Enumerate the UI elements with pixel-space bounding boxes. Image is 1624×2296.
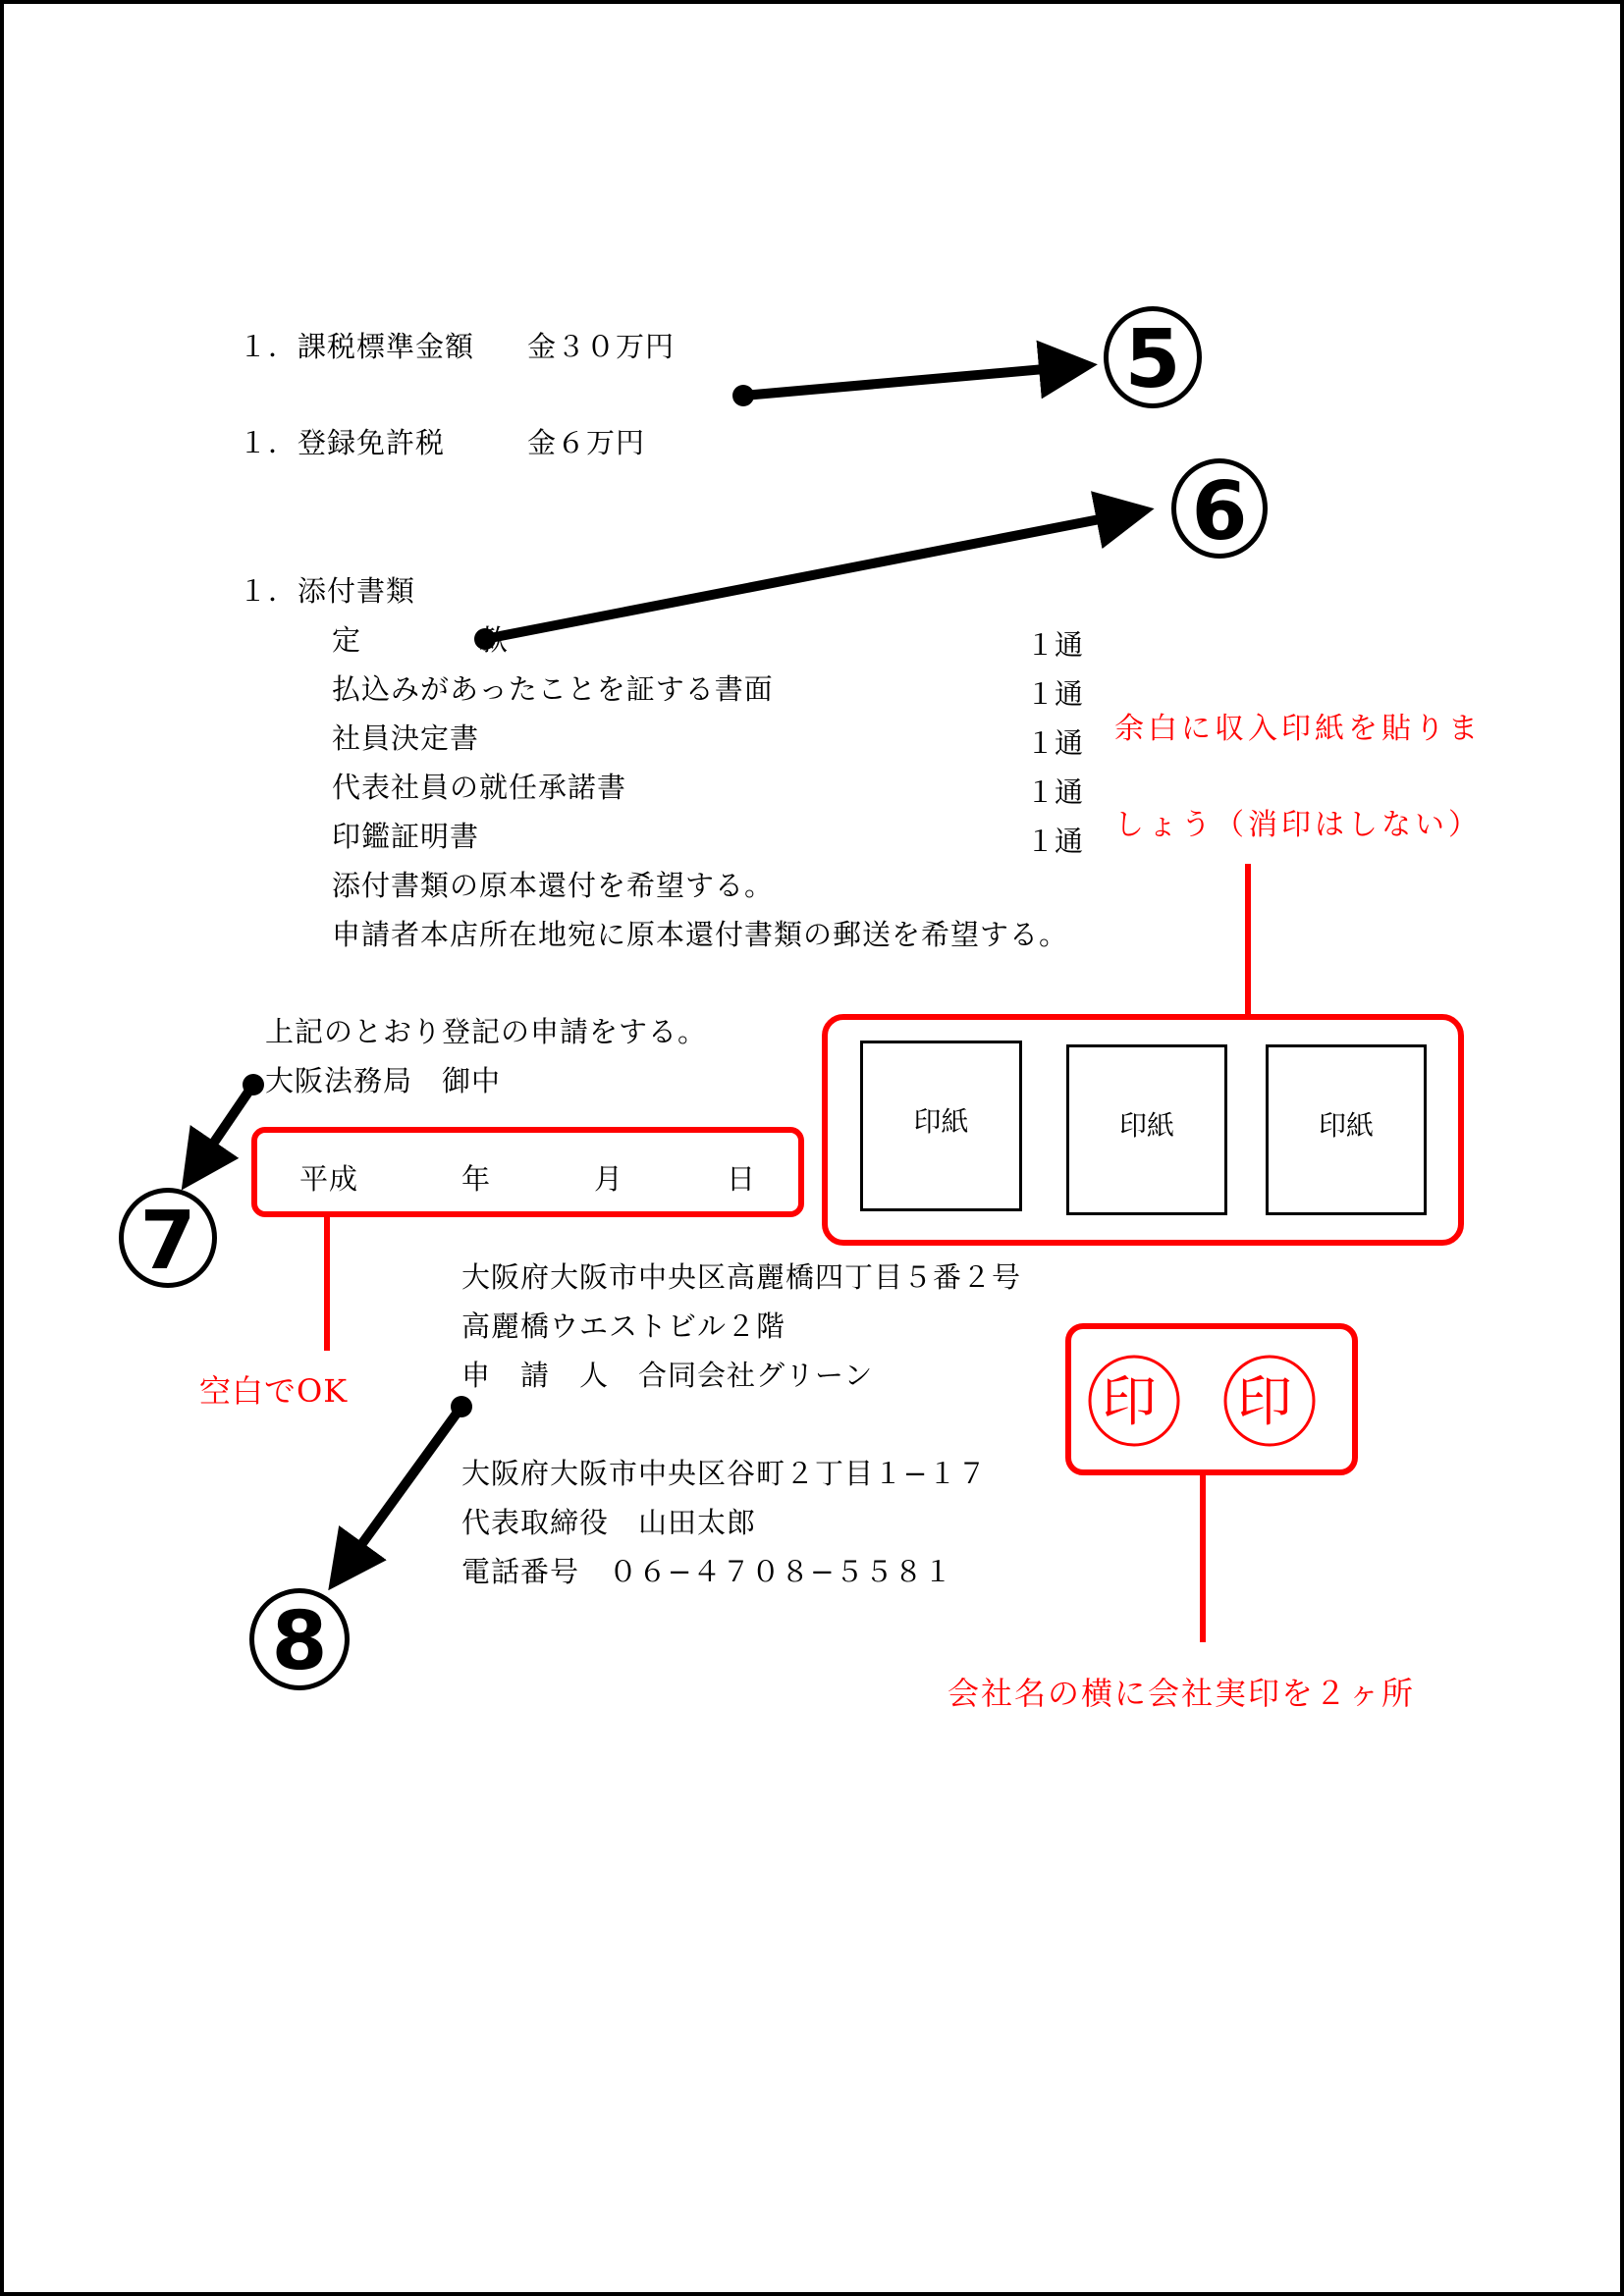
return-originals-note: 添付書類の原本還付を希望する。	[332, 869, 775, 902]
tax-base-value: 金３０万円	[527, 330, 676, 363]
marker-8-icon: 8	[249, 1588, 350, 1690]
attachment-name: 社員決定書	[332, 721, 480, 755]
attachment-count: １通	[1026, 825, 1084, 858]
representative-name: 代表取締役 山田太郎	[461, 1506, 757, 1539]
applicant-address-line1: 大阪府大阪市中央区高麗橋四丁目５番２号	[461, 1260, 1022, 1294]
company-seal-icon: 印	[1237, 1370, 1292, 1434]
date-era: 平成	[299, 1162, 359, 1196]
company-seal-icon: 印	[1102, 1370, 1157, 1434]
attachment-count: １通	[1026, 628, 1084, 662]
representative-address: 大阪府大阪市中央区谷町２丁目１−１７	[461, 1457, 988, 1490]
date-month: 月	[594, 1162, 624, 1196]
attachment-name: 払込みがあったことを証する書面	[332, 672, 774, 706]
marker-7-icon: 7	[119, 1188, 217, 1288]
registration-tax-value: 金６万円	[527, 426, 646, 459]
attachment-name: 定 款	[332, 623, 510, 657]
phone-number: 電話番号 ０６−４７０８−５５８１	[461, 1555, 953, 1588]
registry-office: 大阪法務局 御中	[265, 1064, 502, 1097]
attachment-name: 印鑑証明書	[332, 820, 480, 853]
attachment-count: １通	[1026, 775, 1084, 809]
revenue-stamp-label: 印紙	[1318, 1109, 1374, 1142]
attachment-count: １通	[1026, 677, 1084, 711]
tax-base-label: １．課税標準金額	[239, 330, 475, 363]
stamp-note-line1: 余白に収入印紙を貼りま	[1114, 712, 1482, 746]
registration-tax-label: １．登録免許税	[239, 426, 446, 459]
revenue-stamp-label: 印紙	[913, 1105, 969, 1138]
date-year: 年	[461, 1162, 492, 1196]
marker-5-icon: 5	[1104, 306, 1202, 408]
seal-note-connector	[1200, 1475, 1206, 1642]
applicant-name: 申 請 人 合同会社グリーン	[461, 1359, 874, 1392]
date-day: 日	[727, 1162, 757, 1196]
attachments-heading: １．添付書類	[239, 574, 416, 608]
mail-originals-note: 申請者本店所在地宛に原本還付書類の郵送を希望する。	[332, 918, 1069, 951]
seal-note: 会社名の横に会社実印を２ヶ所	[947, 1675, 1416, 1712]
attachment-count: １通	[1026, 726, 1084, 760]
stamp-note-line2: しょう（消印はしない）	[1114, 808, 1482, 842]
marker-6-icon: 6	[1171, 458, 1268, 559]
revenue-stamp-label: 印紙	[1118, 1109, 1174, 1142]
attachment-name: 代表社員の就任承諾書	[332, 771, 627, 804]
applicant-address-line2: 高麗橋ウエストビル２階	[461, 1309, 786, 1343]
application-statement: 上記のとおり登記の申請をする。	[265, 1015, 708, 1048]
date-note: 空白でOK	[199, 1372, 349, 1410]
